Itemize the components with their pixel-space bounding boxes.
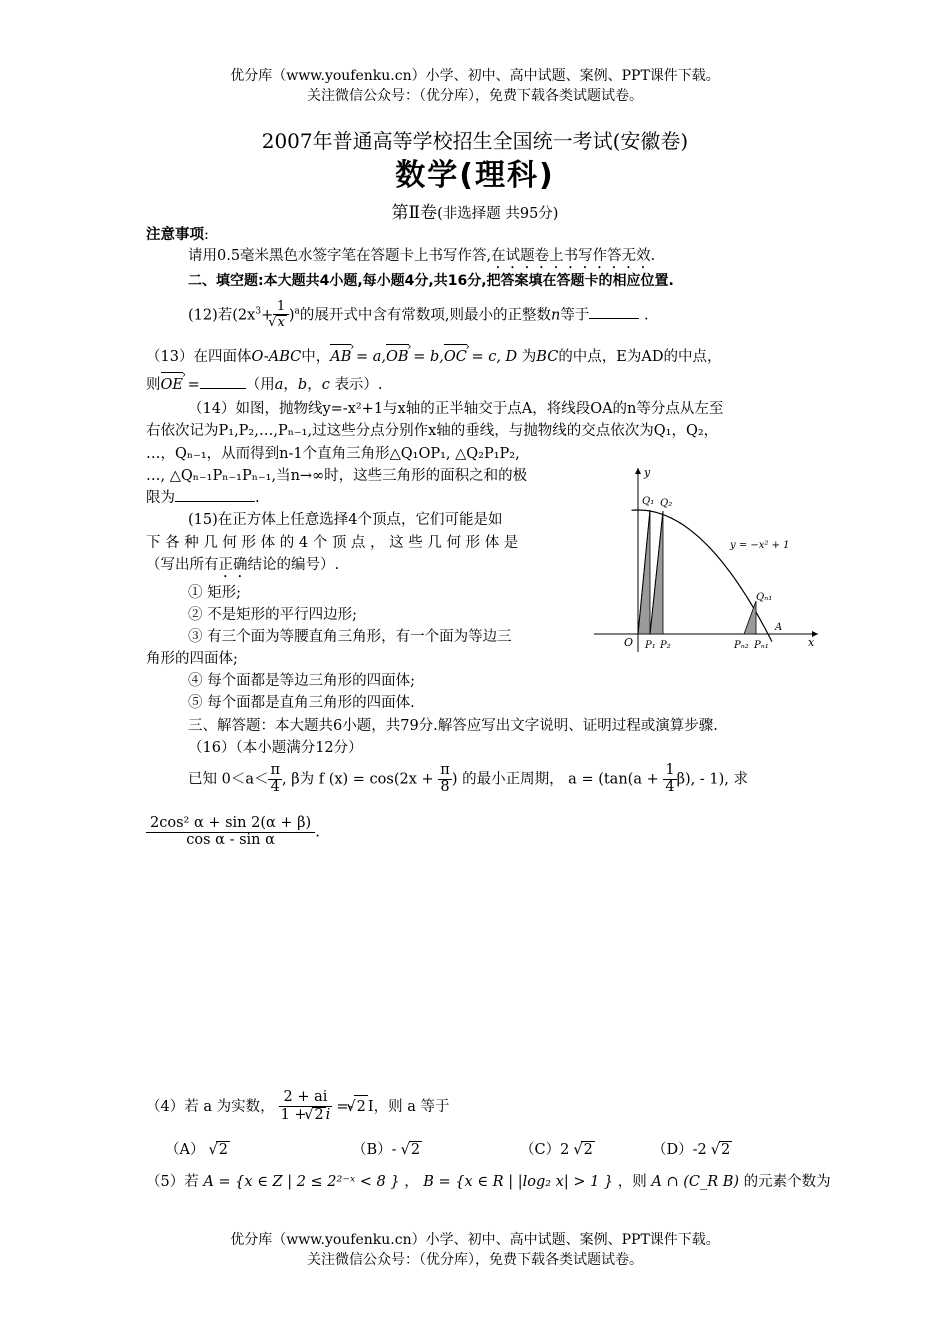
q4-option-d-label: （D）-2 — [652, 1142, 707, 1158]
p2-label: P₂ — [660, 640, 671, 651]
exam-title: 2007年普通高等学校招生全国统一考试(安徽卷) — [261, 129, 689, 153]
q5-text-d: 的元素个数为 — [743, 1174, 831, 1190]
q12-text-a: (12)若(2x — [188, 307, 256, 324]
q12-end: . — [643, 307, 649, 324]
q13-vector-ab: AB › — [330, 346, 351, 368]
q2-label: Q₂ — [660, 498, 673, 509]
q12-frac-num: 1 — [273, 300, 289, 315]
q16-four-den-2: 4 — [665, 778, 675, 795]
q12-power: a — [294, 306, 300, 317]
q14-answer-blank[interactable] — [175, 487, 255, 502]
q13-var-b: b — [297, 377, 308, 393]
q13-eq-c: = c, D — [471, 349, 518, 365]
q4-root: √ 2 — [354, 1095, 367, 1118]
q15-option-5: ⑤ 每个面都是直角三角形的四面体. — [188, 695, 415, 711]
q4-den-root: √ 2 — [312, 1107, 325, 1124]
q4-den-a: 1 + — [280, 1106, 307, 1123]
q5-text-c: ，则 — [617, 1174, 647, 1190]
q13-comma-1: ， — [283, 377, 298, 393]
q4-text-a: （4）若 a 为实数， — [146, 1098, 275, 1115]
triangle-qn1-pn2-pn1 — [744, 601, 756, 634]
q4-option-b-label: （B）- — [352, 1142, 397, 1158]
q16-pi-over-4 — [268, 763, 282, 796]
q5-set-b: B = {x ∈ R | |log₂ x| > 1 } — [423, 1174, 614, 1190]
q12-text-d: 的展开式中含有常数项,则最小的正整数 — [299, 307, 552, 324]
q14-line-2: 右依次记为P₁,P₂,…,Pₙ₋₁,过这些分点分别作x轴的垂线，与抛物线的交点依次为Q₁，Q₂， — [146, 423, 719, 439]
notice-text-a: 请用0.5毫米黑色水签字笔在答题卡上书写作答, — [188, 248, 492, 264]
q15-option-1: ① 矩形; — [188, 585, 241, 601]
q4-text-c: I，则 a 等于 — [367, 1098, 450, 1115]
q5-text-a: （5）若 — [146, 1174, 199, 1190]
q14-line-1: （14）如图，抛物线y=-x²+1与x轴的正半轴交于点A，将线段OA的n等分点从左至 — [188, 401, 724, 417]
q13-text-g: （用 — [245, 377, 275, 393]
q13-text-b: 中， — [301, 349, 331, 365]
q13-eq-b: = b, — [413, 349, 444, 365]
q12-radicand: x — [277, 315, 285, 331]
q12-var: n — [551, 307, 561, 324]
q16-text-d: β), - 1), 求 — [676, 771, 748, 788]
q5-set-a: A = {x ∈ Z | 2 ≤ 2²⁻ˣ < 8 } — [203, 1174, 400, 1190]
section-solution-heading: 三、解答题：本大题共6小题，共79分.解答应写出文字说明、证明过程或演算步骤. — [188, 718, 718, 734]
q12-plus: + — [261, 307, 274, 324]
q4-option-c-label: （C）2 — [520, 1142, 570, 1158]
q15-text-c: 结论的编号）. — [247, 557, 340, 573]
q13-tetra-name: O-ABC — [251, 349, 302, 365]
q16-end: . — [315, 824, 320, 841]
q13-comma-2: ， — [307, 377, 322, 393]
q12-fraction — [273, 300, 289, 331]
section-fill-in-heading: 二、填空题:本大题共4小题,每小题4分,共16分,把答案填在答题卡的相应位置. — [188, 273, 674, 289]
q16-text-b: , β为 f (x) = cos(2x + — [282, 771, 434, 788]
q13-text-e: 则 — [146, 377, 161, 393]
x-axis-label: x — [808, 636, 815, 649]
q16-four-den: 4 — [270, 778, 280, 795]
q16-eight-den: 8 — [440, 778, 450, 795]
q15-option-3-line-2: 角形的四面体; — [146, 651, 238, 667]
q4-option-a[interactable] — [165, 1138, 230, 1159]
footer-line-2: 关注微信公众号：（优分库），免费下载各类试题试卷。 — [307, 1252, 643, 1268]
q15-option-4: ④ 每个面都是等边三角形的四面体; — [188, 673, 415, 689]
q4-option-d-root: √ 2 — [719, 1141, 732, 1158]
q13-bc: BC — [536, 349, 559, 365]
curve-equation-label: y = −x² + 1 — [730, 540, 790, 551]
q4-option-b[interactable] — [352, 1138, 422, 1159]
q16-pi-over-8 — [438, 763, 452, 796]
q14-line-4: …, △Qₙ₋₁Pₙ₋₁Pₙ₋₁,当n→∞时，这些三角形的面积之和的极 — [146, 468, 528, 484]
q15-line-1: (15)在正方体上任意选择4个顶点，它们可能是如 — [188, 512, 503, 528]
q13-vector-ob: OB › — [386, 346, 409, 368]
q16-label: （16）（本小题满分12分） — [188, 740, 363, 756]
header-line-2: 关注微信公众号：（优分库），免费下载各类试题试卷。 — [307, 88, 643, 104]
p1-label: P₁ — [645, 640, 656, 651]
q1-label: Q₁ — [642, 496, 655, 507]
q12-frac-den — [273, 315, 289, 330]
question-13-line-2 — [146, 374, 383, 396]
q4-num: 2 + ai — [279, 1090, 333, 1107]
q16-pi-num: π — [270, 762, 281, 778]
origin-label: O — [624, 636, 634, 649]
q4-den — [279, 1107, 333, 1124]
q14-end: . — [255, 490, 260, 506]
question-5 — [146, 1170, 831, 1191]
q13-text-a: （13）在四面体 — [146, 349, 252, 365]
pn2-label: Pₙ₂ — [734, 640, 749, 651]
q12-paren: ) — [288, 307, 295, 324]
q13-eq-a: = a, — [356, 349, 387, 365]
q13-answer-blank[interactable] — [200, 374, 246, 389]
q4-option-c[interactable] — [520, 1138, 595, 1159]
notice-heading — [146, 224, 209, 246]
question-12 — [188, 300, 649, 331]
q16-big-fraction — [146, 816, 315, 849]
q13-text-c: 为 — [521, 349, 537, 365]
q12-answer-blank[interactable] — [589, 304, 639, 319]
q12-text-e: 等于 — [560, 307, 590, 324]
q4-option-d[interactable] — [652, 1138, 732, 1159]
q4-eq: =- — [336, 1098, 354, 1115]
q16-expr-den: cos α - sin α — [186, 831, 275, 848]
q15-option-3-line-1: ③ 有三个面为等腰直角三角形，有一个面为等边三 — [188, 629, 512, 645]
q15-text-correct: 正确 — [218, 557, 248, 573]
q16-pi-num-2: π — [440, 762, 450, 778]
q16-statement — [188, 763, 748, 796]
q4-option-a-root: √ 2 — [216, 1141, 229, 1158]
point-a-label: A — [775, 622, 783, 633]
q16-one-num: 1 — [665, 762, 675, 778]
question-13-line-1 — [146, 346, 722, 368]
q5-expression: A ∩ (C_R B) — [651, 1174, 740, 1190]
q13-vector-oc: OC › — [444, 346, 467, 368]
q5-comma: ， — [404, 1174, 419, 1190]
question-4 — [146, 1090, 449, 1124]
q15-option-2: ② 不是矩形的平行四边形; — [188, 607, 357, 623]
q16-text-c: ) 的最小正周期， a = (tan(a + — [451, 771, 659, 788]
q4-fraction — [279, 1090, 333, 1124]
notice-text — [188, 245, 655, 272]
q13-var-c: c — [321, 377, 330, 393]
q13-var-a: a — [274, 377, 284, 393]
part-title — [0, 198, 950, 223]
header-line-1: 优分库（www.youfenku.cn）小学、初中、高中试题、案例、PPT课件下载。 — [230, 68, 720, 84]
q4-option-b-root: √ 2 — [409, 1141, 422, 1158]
qn1-label: Qₙ₁ — [756, 592, 773, 603]
subject-title: 数学(理科) — [395, 158, 555, 193]
pn1-label: Pₙ₁ — [754, 640, 769, 651]
q16-expr-num: 2cos² α + sin 2(α + β) — [146, 816, 315, 833]
q14-line-3: …，Qₙ₋₁，从而得到n-1个直角三角形△Q₁OP₁, △Q₂P₁P₂, — [146, 446, 520, 462]
part-note: (非选择题 共95分) — [437, 206, 559, 222]
y-axis-label: y — [644, 466, 651, 479]
q15-line-3 — [146, 554, 339, 581]
notice-text-b: 在试题卷上书写作答无效 — [491, 248, 651, 264]
q14-limit-text: 限为 — [146, 490, 175, 506]
q15-text-a: （写出所有 — [146, 557, 219, 573]
q13-vector-oe: OE › — [161, 374, 183, 396]
q16-target-expression — [146, 816, 320, 849]
notice-colon: : — [204, 227, 209, 243]
parabola-figure — [594, 462, 826, 658]
q16-text-a: 已知 0＜a＜ — [188, 771, 269, 788]
part-label: 第Ⅱ卷 — [391, 203, 438, 223]
footer-line-1: 优分库（www.youfenku.cn）小学、初中、高中试题、案例、PPT课件下载。 — [230, 1232, 720, 1248]
notice-heading-text: 注意事项 — [146, 227, 204, 243]
q12-exp: 3 — [255, 306, 262, 317]
q4-option-c-root: √ 2 — [581, 1141, 594, 1158]
q14-line-5 — [146, 487, 260, 509]
q16-one-over-4 — [663, 763, 676, 796]
q4-den-i: i — [325, 1106, 331, 1123]
q13-text-h: 表示）. — [334, 377, 383, 393]
q13-eq: = — [187, 377, 200, 393]
q15-line-2: 下 各 种 几 何 形 体 的 4 个 顶 点 ， 这 些 几 何 形 体 是 — [146, 535, 519, 551]
notice-text-c: . — [650, 248, 656, 264]
q13-text-d: 的中点，E为AD的中点， — [558, 349, 722, 365]
q4-option-a-label: （A） — [165, 1142, 205, 1158]
